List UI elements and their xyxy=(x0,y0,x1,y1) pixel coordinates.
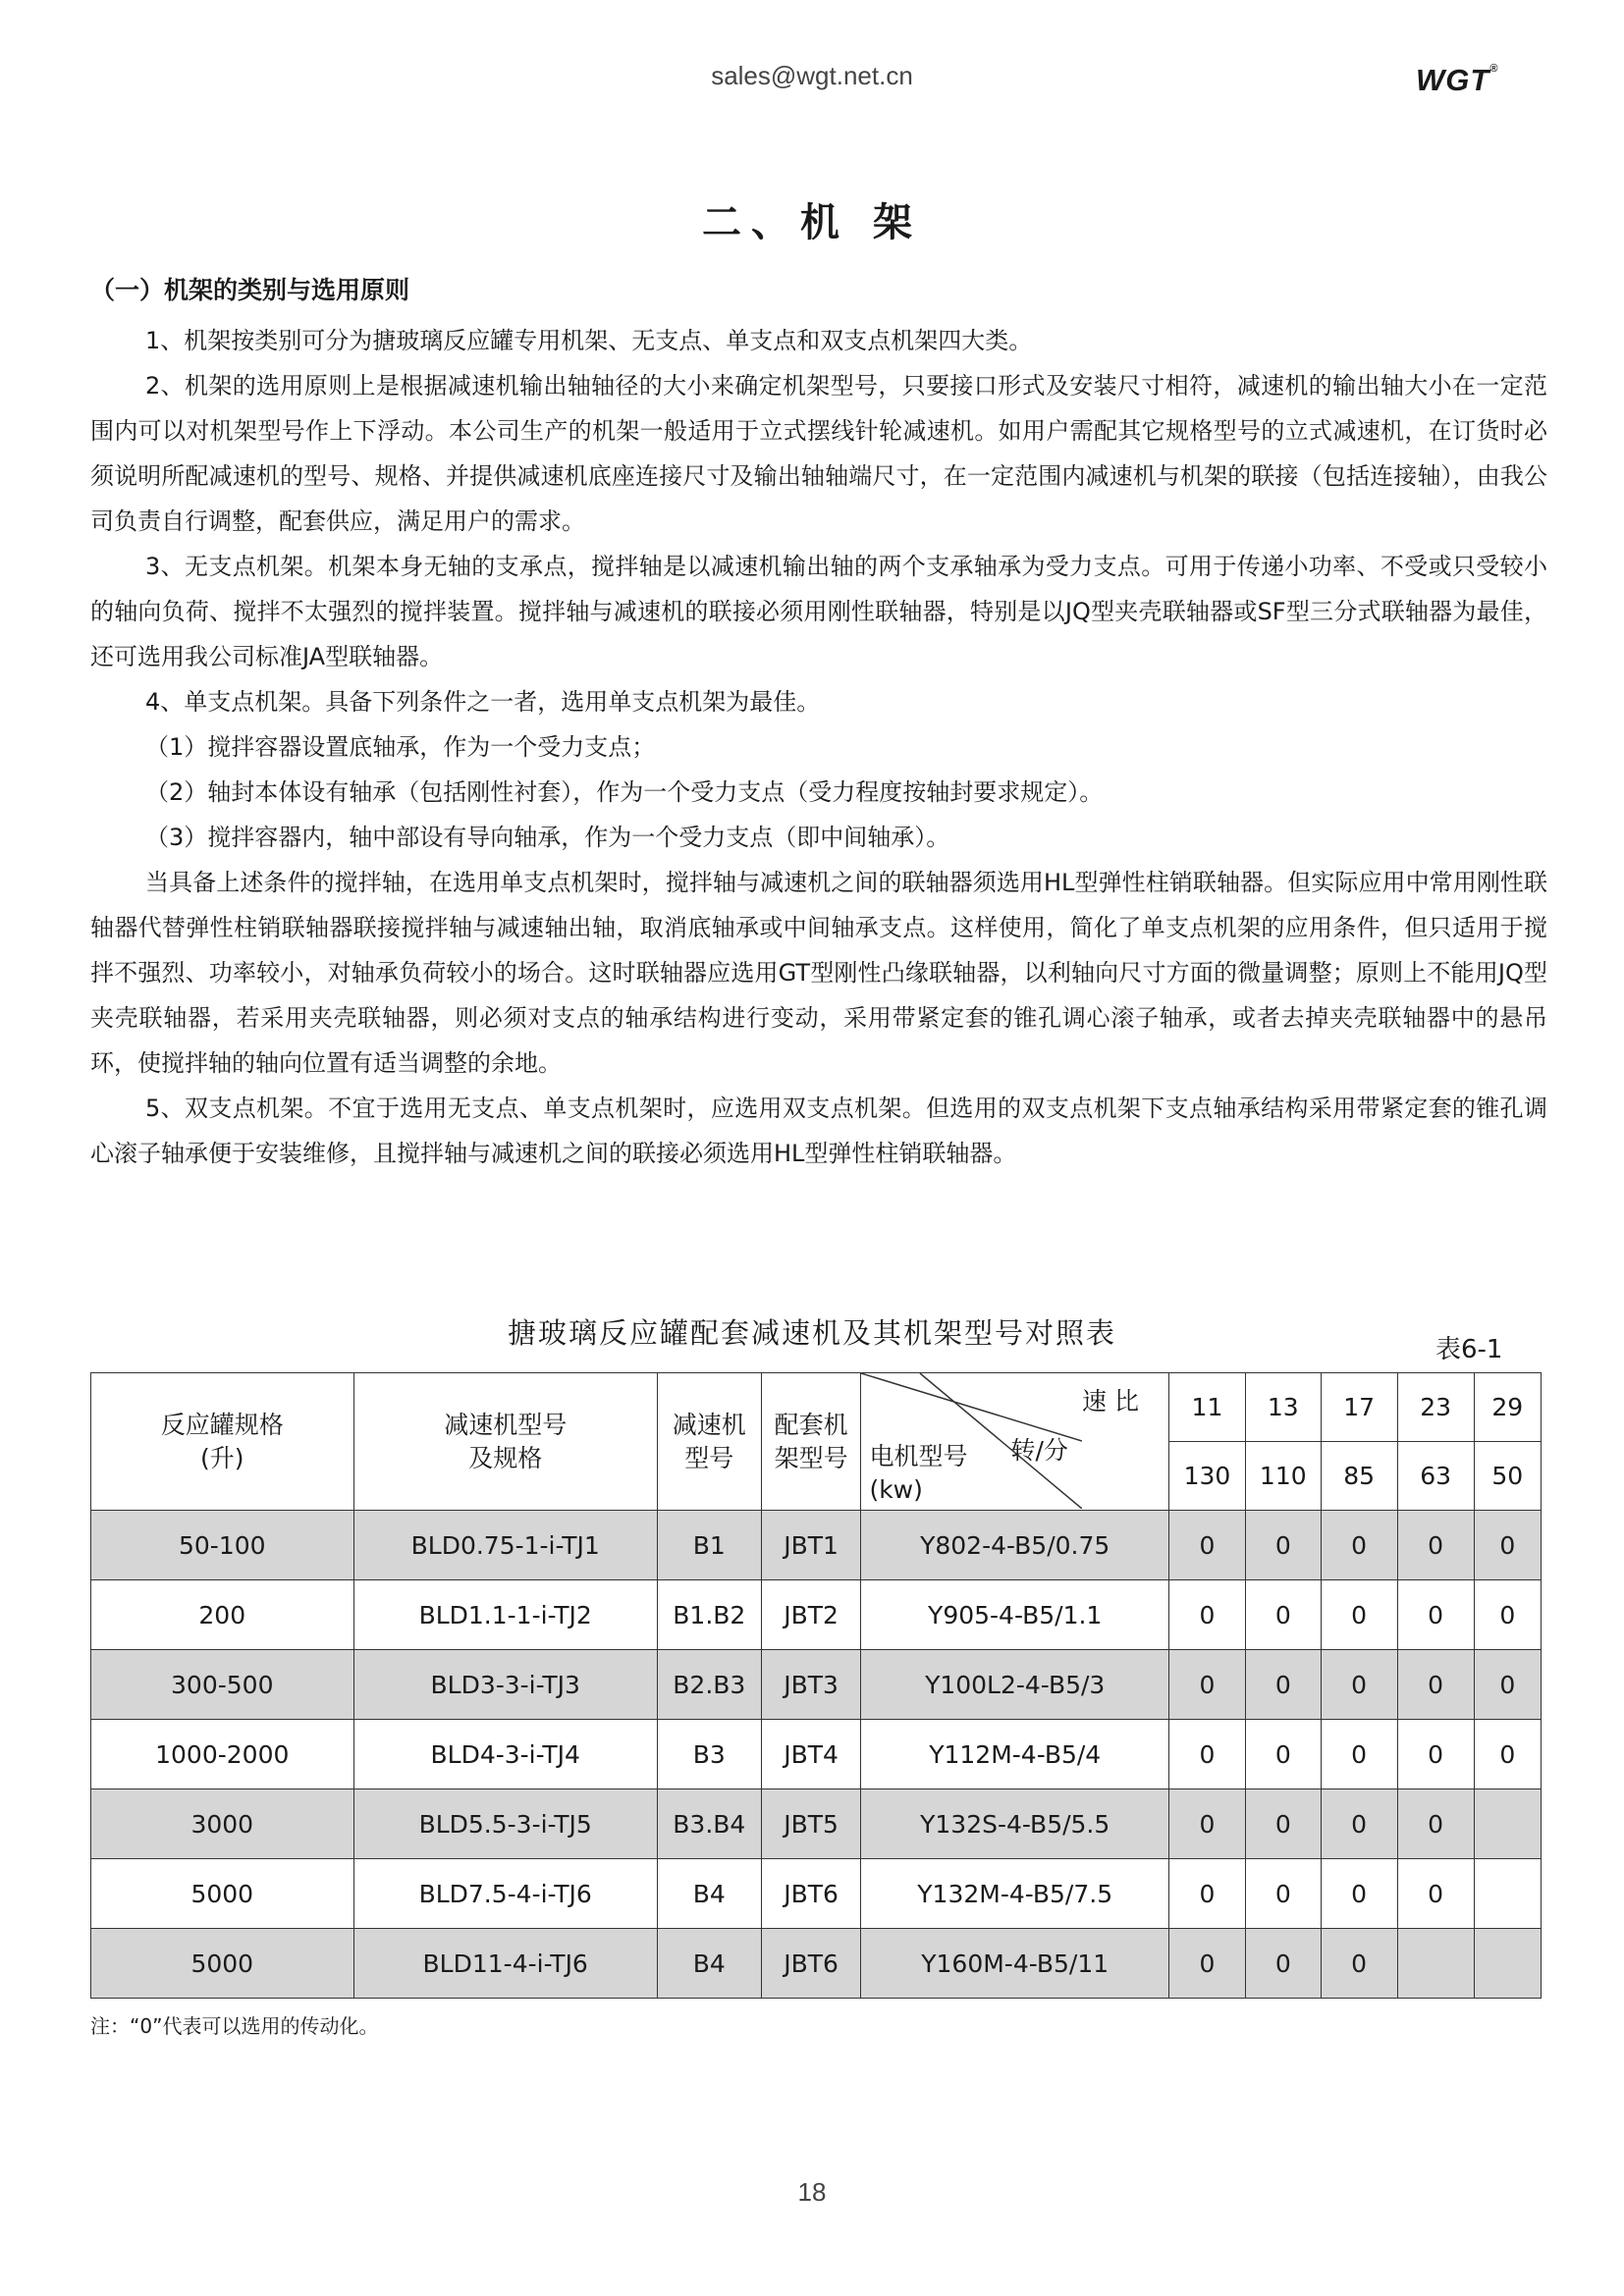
rpm-cell: 130 xyxy=(1168,1442,1245,1511)
mark-cell: 0 xyxy=(1474,1650,1541,1720)
ratio-cell: 13 xyxy=(1245,1373,1321,1442)
rpm-cell: 110 xyxy=(1245,1442,1321,1511)
reducer-type-cell: B1.B2 xyxy=(657,1580,761,1650)
spec-table xyxy=(90,1372,1542,1999)
rpm-cell: 85 xyxy=(1321,1442,1397,1511)
motor-cell: Y905-4-B5/1.1 xyxy=(861,1580,1169,1650)
mark-cell: 0 xyxy=(1321,1929,1397,1999)
mark-cell: 0 xyxy=(1321,1511,1397,1580)
header-capacity: 反应罐规格 (升) xyxy=(91,1373,354,1511)
frame-cell: JBT4 xyxy=(761,1720,861,1789)
capacity-cell: 200 xyxy=(91,1580,354,1650)
mark-cell: 0 xyxy=(1321,1859,1397,1929)
mark-cell: 0 xyxy=(1168,1789,1245,1859)
rpm-label: 转/分 xyxy=(1010,1436,1068,1465)
page-title: 二、机 架 xyxy=(702,200,922,245)
reducer-type-cell: B1 xyxy=(657,1511,761,1580)
motor-cell: Y112M-4-B5/4 xyxy=(861,1720,1169,1789)
table-note: 注：“0”代表可以选用的传动化。 xyxy=(90,2014,379,2038)
reducer-type-cell: B4 xyxy=(657,1859,761,1929)
reducer-cell: BLD5.5-3-i-TJ5 xyxy=(353,1789,657,1859)
mark-cell: 0 xyxy=(1245,1929,1321,1999)
frame-cell: JBT3 xyxy=(761,1650,861,1720)
motor-cell: Y802-4-B5/0.75 xyxy=(861,1511,1169,1580)
mark-cell xyxy=(1474,1789,1541,1859)
reducer-cell: BLD11-4-i-TJ6 xyxy=(353,1929,657,1999)
table-row xyxy=(91,1580,1542,1650)
mark-cell: 0 xyxy=(1245,1720,1321,1789)
mark-cell xyxy=(1397,1929,1474,1999)
mark-cell xyxy=(1474,1859,1541,1929)
header-reducer-type: 减速机 型号 xyxy=(657,1373,761,1511)
table-row xyxy=(91,1650,1542,1720)
rpm-cell: 50 xyxy=(1474,1442,1541,1511)
reducer-type-cell: B3.B4 xyxy=(657,1789,761,1859)
mark-cell: 0 xyxy=(1474,1511,1541,1580)
reducer-type-cell: B4 xyxy=(657,1929,761,1999)
mark-cell: 0 xyxy=(1245,1789,1321,1859)
wgt-logo: WGT® xyxy=(1416,63,1499,97)
reducer-cell: BLD7.5-4-i-TJ6 xyxy=(353,1859,657,1929)
ratio-cell: 23 xyxy=(1397,1373,1474,1442)
page-number: 18 xyxy=(797,2177,827,2207)
mark-cell: 0 xyxy=(1474,1720,1541,1789)
capacity-cell: 5000 xyxy=(91,1929,354,1999)
mark-cell: 0 xyxy=(1245,1650,1321,1720)
motor-cell: Y132S-4-B5/5.5 xyxy=(861,1789,1169,1859)
table-title: 搪玻璃反应罐配套减速机及其机架型号对照表 xyxy=(507,1316,1116,1350)
paragraph: 1、机架按类别可分为搪玻璃反应罐专用机架、无支点、单支点和双支点机架四大类。 xyxy=(145,327,1033,354)
body-text xyxy=(90,318,1547,1176)
motor-cell: Y132M-4-B5/7.5 xyxy=(861,1859,1169,1929)
mark-cell: 0 xyxy=(1474,1580,1541,1650)
reducer-type-cell: B2.B3 xyxy=(657,1650,761,1720)
motor-cell: Y160M-4-B5/11 xyxy=(861,1929,1169,1999)
reducer-cell: BLD1.1-1-i-TJ2 xyxy=(353,1580,657,1650)
reducer-type-cell: B3 xyxy=(657,1720,761,1789)
mark-cell: 0 xyxy=(1397,1789,1474,1859)
mark-cell: 0 xyxy=(1245,1580,1321,1650)
mark-cell: 0 xyxy=(1397,1511,1474,1580)
frame-cell: JBT1 xyxy=(761,1511,861,1580)
paragraph: 5、双支点机架。不宜于选用无支点、单支点机架时，应选用双支点机架。但选用的双支点机架下支点轴承结构采用带紧定套的锥孔调心滚子轴承便于安装维修，且搅拌轴与减速机之间的联接必须选用HL型弹性柱销联轴器。 xyxy=(90,1095,1547,1167)
header-email: sales@wgt.net.cn xyxy=(711,61,913,90)
paragraph: 4、单支点机架。具备下列条件之一者，选用单支点机架为最佳。 xyxy=(145,688,821,716)
mark-cell: 0 xyxy=(1397,1859,1474,1929)
reducer-cell: BLD3-3-i-TJ3 xyxy=(353,1650,657,1720)
mark-cell: 0 xyxy=(1168,1580,1245,1650)
header-motor-diagonal xyxy=(861,1373,1169,1511)
motor-label: 电机型号 (kw) xyxy=(869,1442,968,1504)
list-item: （1）搅拌容器设置底轴承，作为一个受力支点； xyxy=(145,733,656,761)
table-row xyxy=(91,1929,1542,1999)
mark-cell xyxy=(1474,1929,1541,1999)
mark-cell: 0 xyxy=(1397,1720,1474,1789)
section-heading: （一）机架的类别与选用原则 xyxy=(90,276,410,304)
list-item: （3）搅拌容器内，轴中部设有导向轴承，作为一个受力支点（即中间轴承）。 xyxy=(145,824,950,851)
table-row xyxy=(91,1720,1542,1789)
reducer-cell: BLD0.75-1-i-TJ1 xyxy=(353,1511,657,1580)
capacity-cell: 1000-2000 xyxy=(91,1720,354,1789)
paragraph: 2、机架的选用原则上是根据减速机输出轴轴径的大小来确定机架型号，只要接口形式及安装尺寸相符，减速机的输出轴大小在一定范围内可以对机架型号作上下浮动。本公司生产的机架一般适用于立式摆线针轮减速机。如用户需配其它规格型号的立式减速机，在订货时必须说明所配减速机的型号、规格、并提供减速机底座连接尺寸及输出轴轴端尺寸，在一定范围内减速机与机架的联接（包括连接轴），由我公司负责自行调整，配套供应，满足用户的需求。 xyxy=(90,372,1547,535)
capacity-cell: 300-500 xyxy=(91,1650,354,1720)
mark-cell: 0 xyxy=(1321,1789,1397,1859)
list-item: （2）轴封本体设有轴承（包括刚性衬套），作为一个受力支点（受力程度按轴封要求规定）。 xyxy=(145,778,1104,806)
capacity-cell: 50-100 xyxy=(91,1511,354,1580)
header-reducer-model: 减速机型号 及规格 xyxy=(353,1373,657,1511)
frame-cell: JBT6 xyxy=(761,1859,861,1929)
motor-cell: Y100L2-4-B5/3 xyxy=(861,1650,1169,1720)
table-row xyxy=(91,1859,1542,1929)
paragraph: 当具备上述条件的搅拌轴，在选用单支点机架时，搅拌轴与减速机之间的联轴器须选用HL型弹性柱销联轴器。但实际应用中常用刚性联轴器代替弹性柱销联轴器联接搅拌轴与减速轴出轴，取消底轴承或中间轴承支点。这样使用，简化了单支点机架的应用条件，但只适用于搅拌不强烈、功率较小，对轴承负荷较小的场合。这时联轴器应选用GT型刚性凸缘联轴器，以利轴向尺寸方面的微量调整；原则上不能用JQ型夹壳联轴器，若采用夹壳联轴器，则必须对支点的轴承结构进行变动，采用带紧定套的锥孔调心滚子轴承，或者去掉夹壳联轴器中的悬吊环，使搅拌轴的轴向位置有适当调整的余地。 xyxy=(90,869,1547,1077)
ratio-cell: 17 xyxy=(1321,1373,1397,1442)
frame-cell: JBT6 xyxy=(761,1929,861,1999)
ratio-cell: 29 xyxy=(1474,1373,1541,1442)
mark-cell: 0 xyxy=(1321,1580,1397,1650)
mark-cell: 0 xyxy=(1168,1929,1245,1999)
mark-cell: 0 xyxy=(1245,1859,1321,1929)
capacity-cell: 3000 xyxy=(91,1789,354,1859)
frame-cell: JBT5 xyxy=(761,1789,861,1859)
mark-cell: 0 xyxy=(1321,1720,1397,1789)
mark-cell: 0 xyxy=(1321,1650,1397,1720)
paragraph: 3、无支点机架。机架本身无轴的支承点，搅拌轴是以减速机输出轴的两个支承轴承为受力支点。可用于传递小功率、不受或只受较小的轴向负荷、搅拌不太强烈的搅拌装置。搅拌轴与减速机的联接必须用刚性联轴器，特别是以JQ型夹壳联轴器或SF型三分式联轴器为最佳，还可选用我公司标准JA型联轴器。 xyxy=(90,553,1547,670)
mark-cell: 0 xyxy=(1397,1580,1474,1650)
mark-cell: 0 xyxy=(1168,1650,1245,1720)
mark-cell: 0 xyxy=(1168,1859,1245,1929)
mark-cell: 0 xyxy=(1397,1650,1474,1720)
ratio-cell: 11 xyxy=(1168,1373,1245,1442)
mark-cell: 0 xyxy=(1168,1720,1245,1789)
table-row xyxy=(91,1511,1542,1580)
mark-cell: 0 xyxy=(1168,1511,1245,1580)
table-number: 表6-1 xyxy=(1435,1335,1503,1364)
capacity-cell: 5000 xyxy=(91,1859,354,1929)
frame-cell: JBT2 xyxy=(761,1580,861,1650)
speed-ratio-label: 速 比 xyxy=(1082,1387,1139,1415)
reducer-cell: BLD4-3-i-TJ4 xyxy=(353,1720,657,1789)
mark-cell: 0 xyxy=(1245,1511,1321,1580)
header-frame-model: 配套机 架型号 xyxy=(761,1373,861,1511)
table-row xyxy=(91,1789,1542,1859)
rpm-cell: 63 xyxy=(1397,1442,1474,1511)
